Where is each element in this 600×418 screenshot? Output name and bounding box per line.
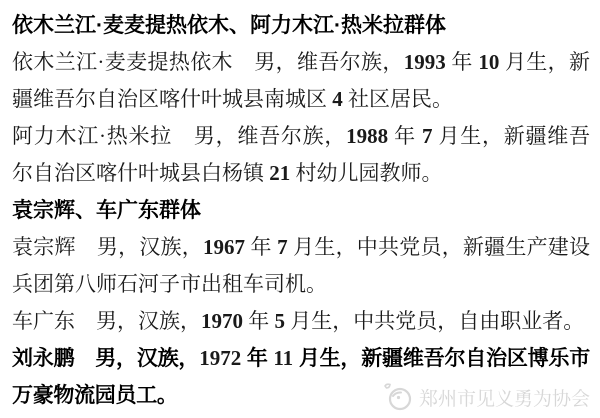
text-run: 依木兰江·麦麦提热依木 男，维吾尔族， xyxy=(12,50,404,74)
text-run: 10 xyxy=(478,50,500,74)
text-run: 5 xyxy=(274,309,285,333)
text-run: 7 xyxy=(277,235,288,259)
dove-circle-logo-icon xyxy=(382,382,414,412)
text-run: 1972 xyxy=(199,346,242,370)
text-run: 1970 xyxy=(201,309,243,333)
watermark-text: 郑州市见义勇为协会 xyxy=(418,388,590,410)
text-run: 袁宗辉 男，汉族， xyxy=(12,235,203,259)
text-run: 月生，新疆维吾尔自治区博乐市万豪物流园员工。 xyxy=(12,347,590,407)
group-heading-1 xyxy=(12,7,590,44)
text-run: 7 xyxy=(421,124,433,148)
text-run: 车广东 男，汉族， xyxy=(12,309,201,333)
bio-paragraph-yimulanjiang xyxy=(12,44,590,118)
bio-paragraph-yuanzonghui xyxy=(12,229,590,303)
text-run: 刘永鹏 男，汉族， xyxy=(12,347,200,370)
text-run: 1993 xyxy=(403,50,446,74)
text-run: 年 xyxy=(241,347,274,370)
text-run: 月生，新疆维吾尔自治区喀什叶城县白杨镇 xyxy=(12,124,591,185)
text-run: 年 xyxy=(243,309,275,333)
watermark xyxy=(382,382,590,412)
text-run: 阿力木江·热米拉 男，维吾尔族， xyxy=(12,124,347,148)
text-run: 1988 xyxy=(346,124,389,148)
text-run: 年 xyxy=(245,235,278,259)
document-body xyxy=(12,7,590,414)
text-run: 年 xyxy=(388,124,422,148)
text-run: 村幼儿园教师。 xyxy=(290,161,443,185)
text-run: 1967 xyxy=(203,235,245,259)
text-run: 21 xyxy=(269,161,291,185)
bio-paragraph-cheguangdong xyxy=(12,303,590,340)
text-run: 月生，中共党员，自由职业者。 xyxy=(285,309,585,333)
text-run: 月生，中共党员，新疆生产建设兵团第八师石河子市出租车司机。 xyxy=(12,235,591,296)
text-run: 4 xyxy=(332,87,343,111)
text-run: 年 xyxy=(445,50,479,74)
text-run: 袁宗辉、车广东群体 xyxy=(12,199,201,222)
text-run: 依木兰江·麦麦提热依木、阿力木江·热米拉群体 xyxy=(12,14,446,37)
text-run: 11 xyxy=(273,346,294,370)
group-heading-2 xyxy=(12,192,590,229)
text-run: 月生，新疆维吾尔自治区喀什叶城县南城区 xyxy=(12,50,591,111)
bio-paragraph-alimujiang xyxy=(12,118,590,192)
text-run: 社区居民。 xyxy=(342,87,453,111)
